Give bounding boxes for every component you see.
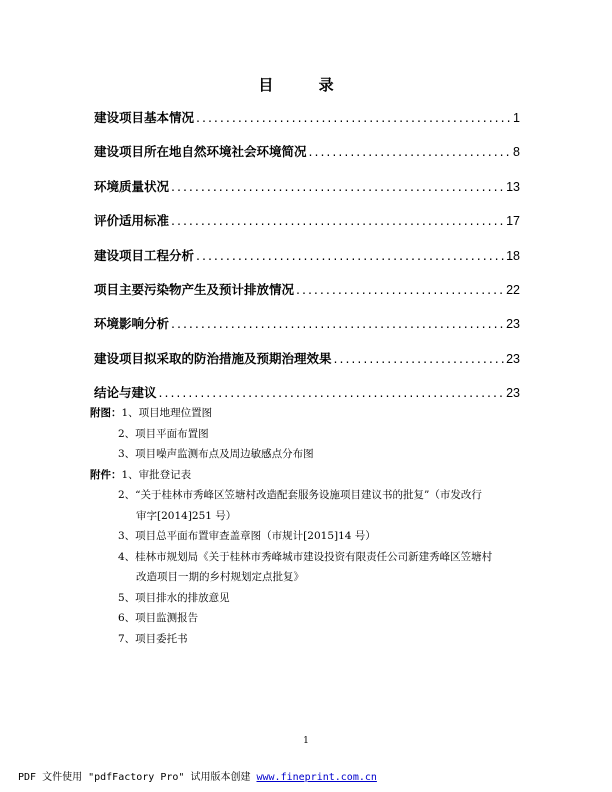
toc-entry-label: 环境影响分析 — [94, 316, 170, 332]
toc-entry[interactable] — [94, 211, 520, 245]
toc-entry-page: 13 — [506, 179, 520, 194]
footer-text: PDF 文件使用 "pdfFactory Pro" 试用版本创建 — [18, 772, 257, 783]
attachment-item: 6、项目监测报告 — [118, 612, 199, 624]
toc-entry-page: 18 — [506, 248, 520, 263]
footer-link[interactable]: www.fineprint.com.cn — [256, 772, 377, 783]
toc-leader-dots — [196, 110, 511, 125]
toc-entry-page: 23 — [506, 317, 520, 332]
toc-leader-dots — [296, 282, 504, 297]
toc-entry-label: 建设项目所在地自然环境社会环境简况 — [94, 144, 307, 160]
figure-item: 1、项目地理位置图 — [121, 407, 213, 419]
attachment-item: 4、桂林市规划局《关于桂林市秀峰城市建设投资有限责任公司新建秀峰区笠塘村 — [118, 550, 493, 563]
toc-entry-page: 23 — [506, 386, 520, 401]
toc-entry-page: 23 — [506, 351, 520, 366]
table-of-contents — [94, 108, 520, 418]
attachment-item: 2、“关于桂林市秀峰区笠塘村改造配套服务设施项目建议书的批复”（市发改行 — [118, 489, 482, 501]
toc-leader-dots — [159, 385, 505, 400]
toc-entry-label: 项目主要污染物产生及预计排放情况 — [94, 281, 295, 297]
toc-entry-page: 1 — [513, 111, 520, 125]
attachment-item: 5、项目排水的排放意见 — [118, 591, 230, 604]
figure-item: 3、项目噪声监测布点及周边敏感点分布图 — [118, 448, 314, 460]
pdf-watermark-footer — [18, 768, 377, 783]
toc-entry[interactable] — [94, 142, 520, 176]
toc-entry-label: 建设项目工程分析 — [94, 247, 195, 263]
toc-entry[interactable] — [94, 314, 520, 348]
toc-entry-page: 8 — [513, 145, 520, 160]
toc-entry[interactable] — [94, 108, 520, 142]
page-title: 目 录 — [258, 76, 354, 94]
toc-leader-dots — [171, 213, 504, 228]
attachments-heading: 附件： — [90, 468, 122, 481]
attachment-item: 1、审批登记表 — [121, 468, 192, 481]
toc-leader-dots — [196, 248, 504, 263]
figure-item: 2、项目平面布置图 — [118, 427, 209, 440]
toc-entry-page: 22 — [506, 282, 520, 297]
toc-entry-label: 环境质量状况 — [94, 178, 170, 194]
attachment-item: 7、项目委托书 — [118, 632, 188, 645]
page-number: 1 — [303, 736, 309, 746]
toc-entry-label: 建设项目基本情况 — [94, 110, 195, 125]
figures-heading: 附图： — [90, 407, 122, 419]
toc-entry[interactable] — [94, 280, 520, 314]
toc-leader-dots — [171, 179, 504, 194]
toc-leader-dots — [334, 351, 505, 366]
toc-leader-dots — [171, 316, 504, 331]
toc-leader-dots — [309, 144, 512, 159]
attachment-item-continued: 改造项目一期的乡村规划定点批复》 — [136, 571, 304, 583]
toc-entry-page: 17 — [506, 214, 520, 229]
attachment-item-continued: 审字[2014]251 号） — [136, 509, 237, 522]
toc-entry-label: 结论与建议 — [94, 385, 157, 401]
attachment-item: 3、项目总平面布置审查盖章图（市规计[2015]14 号） — [118, 530, 376, 542]
toc-entry[interactable] — [94, 246, 520, 280]
appendix-list — [90, 405, 530, 651]
toc-entry[interactable] — [94, 177, 520, 211]
toc-entry-label: 评价适用标准 — [94, 213, 170, 229]
toc-entry[interactable] — [94, 349, 520, 383]
toc-entry-label: 建设项目拟采取的防治措施及预期治理效果 — [94, 350, 332, 366]
